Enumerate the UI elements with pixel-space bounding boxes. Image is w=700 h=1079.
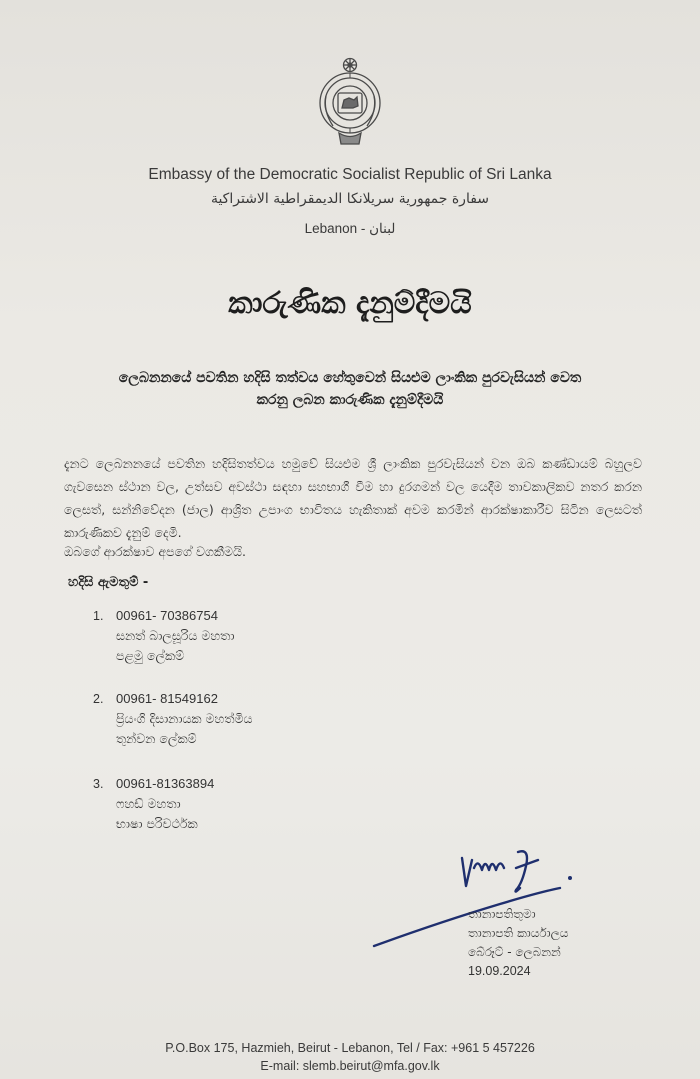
contact-number: 3. [93,777,104,791]
embassy-name-english: Embassy of the Democratic Socialist Republic of Sri Lanka [148,166,552,183]
safety-statement: ඔබගේ ආරක්ෂාව අපගේ වගකීමයි. [64,544,246,559]
contact-number: 1. [93,609,104,623]
footer-address: P.O.Box 175, Hazmieh, Beirut - Lebanon, Tel / Fax: +961 5 457226 [165,1041,535,1055]
contact-entry [93,689,253,749]
embassy-location: Lebanon - لبنان [304,221,396,236]
contact-role: පළමු ලේකම් [116,648,185,663]
subtitle-line: ලෙබනනයේ පවතින හදිසි තත්වය හේතුවෙන් සියළුම ලාංකික පුරවැසියන් වෙත [118,370,582,386]
contact-entry [93,606,234,666]
contact-name: සනත් බාලසූරිය මහතා [116,628,235,643]
contact-name: ප්‍රියංගි දිසානායක මහත්මිය [116,711,253,726]
contact-phone[interactable]: 00961- 70386754 [116,608,218,623]
sri-lanka-emblem-icon [317,56,383,148]
contact-phone[interactable]: 00961-81363894 [116,776,215,791]
footer-email[interactable]: E-mail: slemb.beirut@mfa.gov.lk [260,1059,440,1073]
embassy-name-arabic: سفارة جمهورية سريلانكا الديمقراطية الاشتراكية [210,191,490,207]
signoff-block [468,905,568,981]
signoff-city: බේරූට් - ලෙබනන් [468,945,561,959]
notice-body: දැනට ලෙබනනයේ පවතින හදිසිතත්වය හමුවේ සියළුම ශ්‍රී ලාංකික පුරවැසියන් වන ඔබ කණ්ඩායම් බහුලව ගැවසෙන ස්ථාන වල, උත්සව අවස්ථා සඳහා සහභාගී වීම හා දුරගමන් වල යෙදීම තාවකාලිකව නතර කරන ලෙසත්, සන්නිවේදන (ජාල) ආශ්‍රිත උපාංග භාවිතය හැකිතාක් අවම කරමින් ආරක්ෂාකාරීව සිටින ලෙසටත් කාරුණිකව දැනුම් දෙමි. [64,456,642,540]
contact-entry [93,774,214,834]
contact-number: 2. [93,692,104,706]
emergency-contacts-heading: හදිසි ඇමතුම් - [68,575,149,590]
contact-name: ෆහඩ් මහතා [116,796,181,811]
contact-phone[interactable]: 00961- 81549162 [116,691,218,706]
contact-role: තුන්වන ලේකම් [116,731,197,746]
subtitle-line: කරනු ලබන කාරුණික දැනුම්දීමයි [256,392,444,408]
contact-role: භාෂා පරිවර්ථක [116,816,198,831]
signoff-date: 19.09.2024 [468,964,531,978]
signoff-office: තානාපති කාර්යාලය [468,926,569,940]
notice-title: කාරුණික දැනුම්දීමයි [228,286,472,321]
letter-footer [0,1039,700,1075]
notice-subtitle [60,367,640,411]
signoff-title: තානාපතිතුමා [468,907,536,921]
